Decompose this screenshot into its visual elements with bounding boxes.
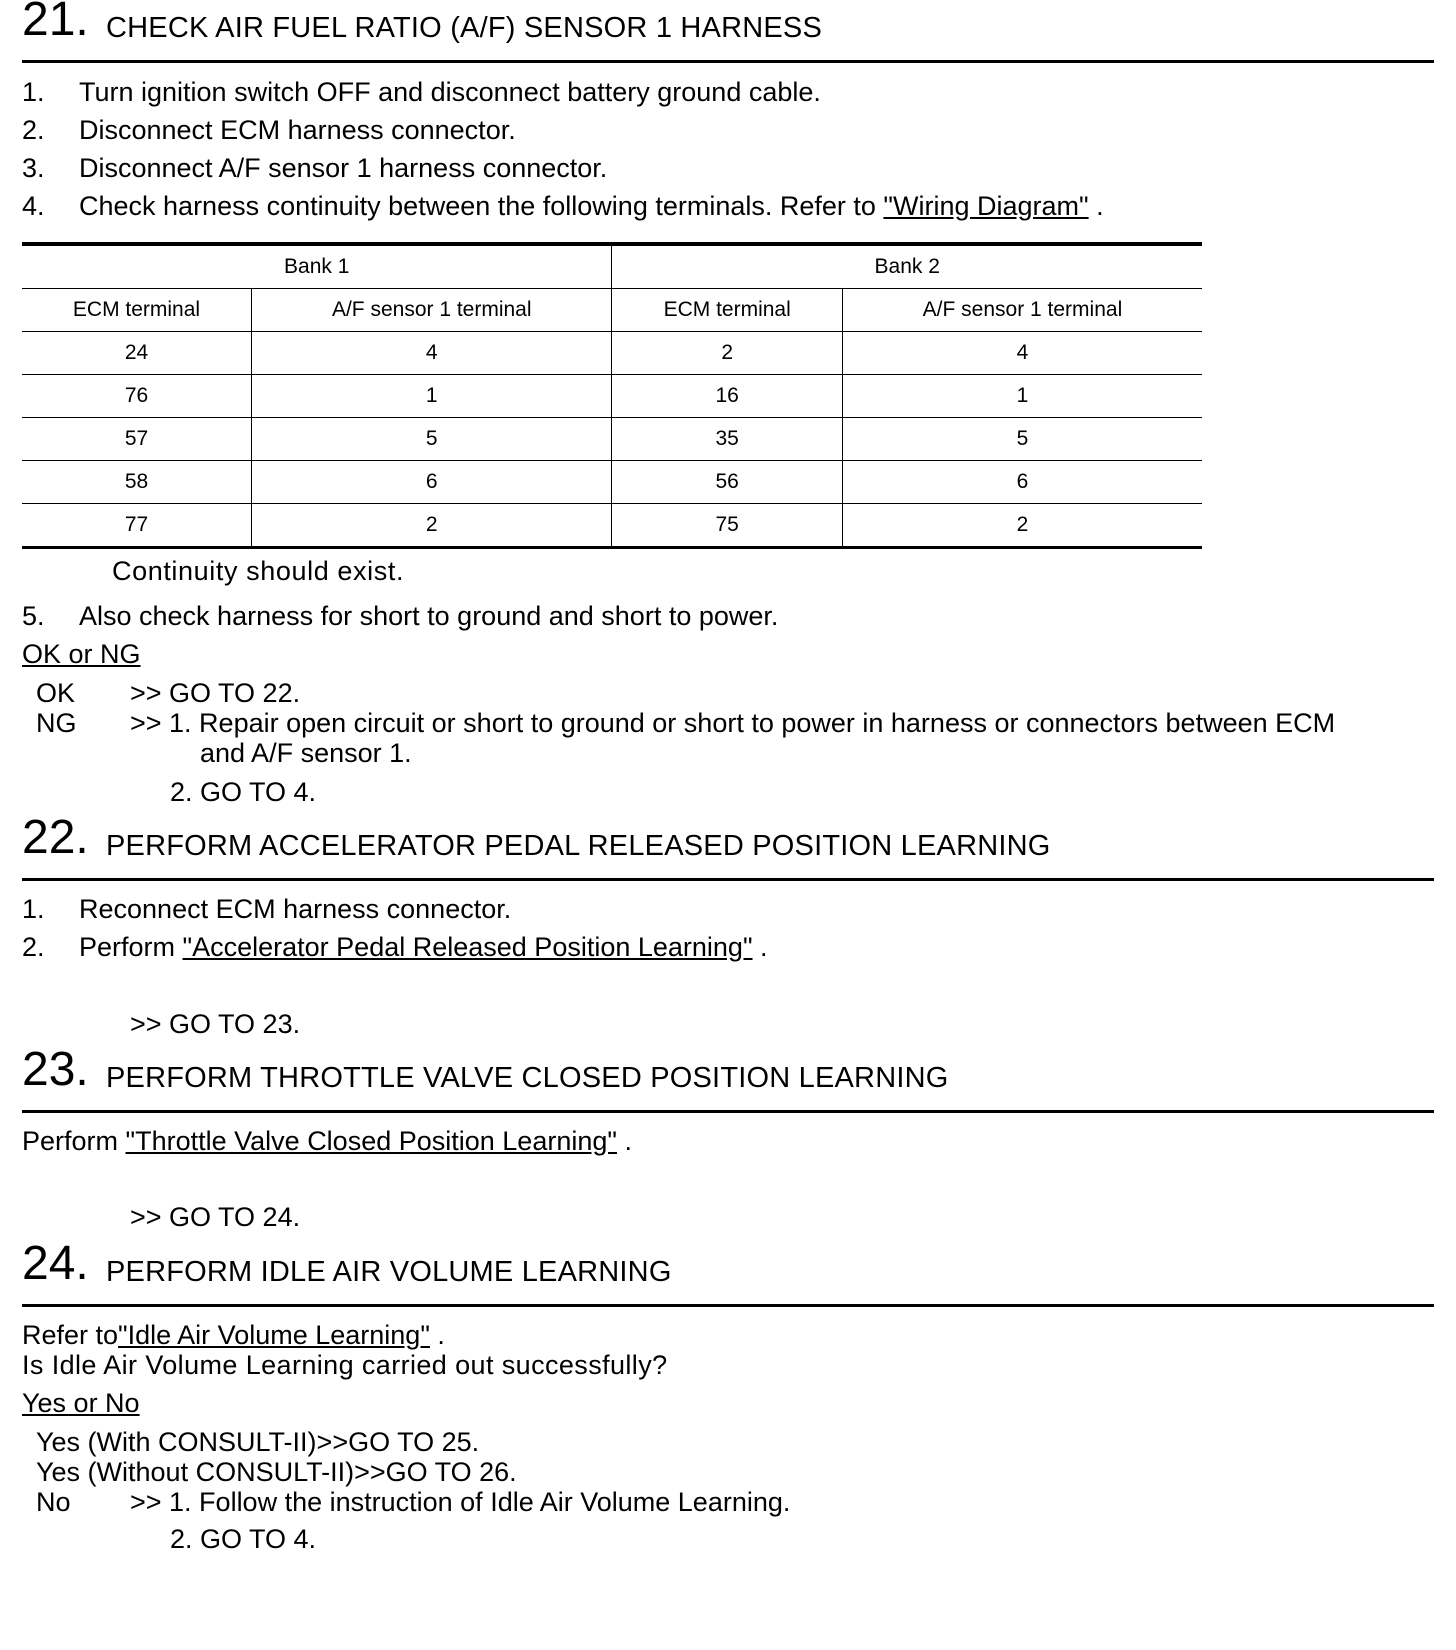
result-ng-continued: and A/F sensor 1. — [200, 738, 412, 768]
step-text — [79, 930, 768, 964]
step-text: Turn ignition switch OFF and disconnect battery ground cable. — [79, 77, 821, 107]
section-22-header — [22, 811, 1434, 881]
throttle-valve-learning-link[interactable]: "Throttle Valve Closed Position Learning" — [125, 1126, 617, 1156]
step-text — [79, 189, 1104, 223]
section-number: 24. — [22, 1237, 89, 1290]
step-text-part: Check harness continuity between the following terminals. Refer to — [79, 191, 884, 221]
table-row — [22, 461, 1202, 504]
table-cell: 75 — [612, 504, 842, 548]
table-cell: 24 — [22, 332, 252, 375]
section-number: 22. — [22, 811, 89, 864]
judgement-label: OK or NG — [22, 639, 141, 669]
table-cell: 5 — [252, 418, 612, 461]
table-row — [22, 375, 1202, 418]
table-cell: 56 — [612, 461, 842, 504]
wiring-diagram-link[interactable]: "Wiring Diagram" — [883, 191, 1089, 221]
result-action: >> 1. Repair open circuit or short to ground or short to power in harness or connectors between ECM — [130, 708, 1336, 738]
section-title: PERFORM ACCELERATOR PEDAL RELEASED POSITION LEARNING — [106, 830, 1051, 862]
step-text-part: . — [1088, 191, 1104, 221]
table-cell: 58 — [22, 461, 252, 504]
table-cell: 1 — [252, 375, 612, 418]
reference — [22, 1318, 445, 1352]
continuity-table — [22, 242, 1202, 549]
result-yes-no-consult: Yes (Without CONSULT-II)>>GO TO 26. — [36, 1457, 517, 1487]
instruction — [22, 1124, 632, 1158]
section-number: 21. — [22, 0, 89, 46]
step-text: Disconnect ECM harness connector. — [79, 115, 516, 145]
table-header-row — [22, 289, 1202, 332]
step-text: Also check harness for short to ground and short to power. — [79, 601, 779, 631]
table-cell: 1 — [842, 375, 1202, 418]
step-number: 1. — [22, 77, 45, 107]
column-header: ECM terminal — [612, 289, 842, 332]
section-24-header — [22, 1237, 1434, 1307]
goto-action: >> GO TO 24. — [130, 1202, 301, 1232]
step-text-part: . — [752, 932, 768, 962]
table-cell: 2 — [842, 504, 1202, 548]
table-cell: 57 — [22, 418, 252, 461]
goto-action: >> GO TO 23. — [130, 1009, 301, 1039]
table-cell: 6 — [842, 461, 1202, 504]
judgement-label: Yes or No — [22, 1388, 140, 1418]
section-number: 23. — [22, 1043, 89, 1096]
reference-text: Refer to — [22, 1320, 119, 1350]
continuity-note: Continuity should exist. — [112, 556, 405, 586]
table-cell: 76 — [22, 375, 252, 418]
step-text: Disconnect A/F sensor 1 harness connector. — [79, 153, 608, 183]
table-cell: 4 — [252, 332, 612, 375]
column-header: ECM terminal — [22, 289, 252, 332]
result-yes-consult: Yes (With CONSULT-II)>>GO TO 25. — [36, 1427, 480, 1457]
table-cell: 4 — [842, 332, 1202, 375]
reference-text: . — [429, 1320, 445, 1350]
result-label: NG — [36, 708, 77, 738]
table-cell: 5 — [842, 418, 1202, 461]
accelerator-pedal-learning-link[interactable]: "Accelerator Pedal Released Position Learning" — [182, 932, 753, 962]
column-header: A/F sensor 1 terminal — [252, 289, 612, 332]
section-title: PERFORM THROTTLE VALVE CLOSED POSITION LEARNING — [106, 1062, 949, 1094]
table-cell: 2 — [252, 504, 612, 548]
step-number: 2. — [22, 115, 45, 145]
section-23-header — [22, 1043, 1434, 1113]
section-21-header — [22, 0, 1434, 63]
table-bank-row — [22, 244, 1202, 289]
table-cell: 2 — [612, 332, 842, 375]
section-title: CHECK AIR FUEL RATIO (A/F) SENSOR 1 HARNESS — [106, 12, 822, 44]
result-label: No — [36, 1487, 71, 1517]
step-number: 1. — [22, 894, 45, 924]
section-title: PERFORM IDLE AIR VOLUME LEARNING — [106, 1256, 672, 1288]
step-number: 3. — [22, 153, 45, 183]
bank-2-header: Bank 2 — [612, 244, 1202, 289]
question: Is Idle Air Volume Learning carried out successfully? — [22, 1350, 668, 1380]
table-cell: 35 — [612, 418, 842, 461]
table-cell: 77 — [22, 504, 252, 548]
idle-air-volume-learning-link[interactable]: "Idle Air Volume Learning" — [118, 1320, 430, 1350]
step-number: 4. — [22, 191, 45, 221]
step-text-part: Perform — [79, 932, 183, 962]
result-action: >> 1. Follow the instruction of Idle Air Volume Learning. — [130, 1487, 791, 1517]
table-cell: 6 — [252, 461, 612, 504]
instruction-text: . — [616, 1126, 632, 1156]
bank-1-header: Bank 1 — [22, 244, 612, 289]
column-header: A/F sensor 1 terminal — [842, 289, 1202, 332]
result-action: >> GO TO 22. — [130, 678, 301, 708]
table-row — [22, 504, 1202, 548]
result-no-step: 2. GO TO 4. — [170, 1524, 317, 1554]
step-number: 2. — [22, 932, 45, 962]
table-row — [22, 332, 1202, 375]
table-cell: 16 — [612, 375, 842, 418]
result-label: OK — [36, 678, 76, 708]
step-text: Reconnect ECM harness connector. — [79, 894, 512, 924]
result-ng-step: 2. GO TO 4. — [170, 777, 317, 807]
step-number: 5. — [22, 601, 45, 631]
instruction-text: Perform — [22, 1126, 126, 1156]
table-row — [22, 418, 1202, 461]
